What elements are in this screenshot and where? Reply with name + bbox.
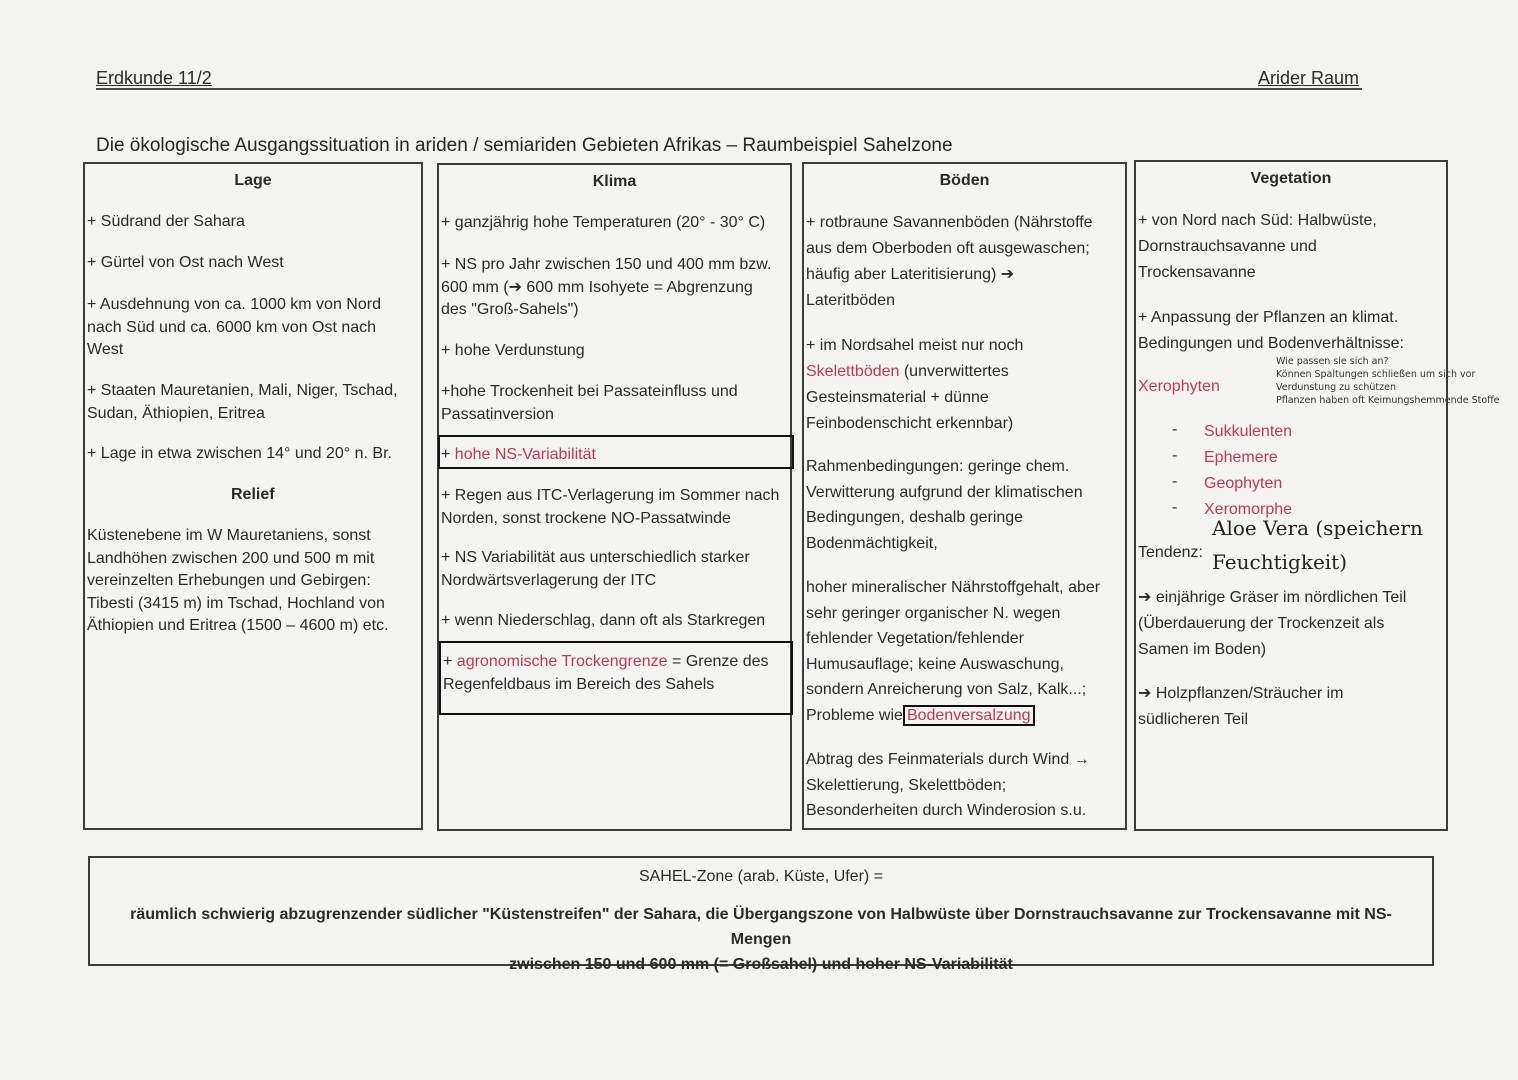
lage-item: + Staaten Mauretanien, Mali, Niger, Tschad, Sudan, Äthiopien, Eritrea bbox=[87, 382, 398, 422]
vegetation-xerophyten: Xerophyten bbox=[1138, 378, 1220, 395]
klima-item: + NS pro Jahr zwischen 150 und 400 mm bzw. 600 mm (➔ 600 mm Isohyete = Abgrenzung des "Groß-Sahels") bbox=[441, 256, 772, 318]
relief-text: Küstenebene im W Mauretaniens, sonst Landhöhen zwischen 200 und 500 m mit vereinzelten Erhebungen und Gebirgen: Tibesti (3415 m) im Tschad, Hochland von Äthiopien und Eritrea (1500 – 4600 m) etc. bbox=[87, 527, 389, 634]
vegetation-p3: ➔ einjährige Gräser im nördlichen Teil (Überdauerung der Trockenzeit als Samen im Boden) bbox=[1138, 589, 1407, 658]
page-title: Die ökologische Ausgangssituation in ariden / semiariden Gebieten Afrikas – Raumbeispiel Sahelzone bbox=[96, 135, 953, 156]
vegetation-types: Sukkulenten Ephemere Geophyten Xeromorphe bbox=[1204, 423, 1293, 518]
vegetation-handwriting-2: Feuchtigkeit) bbox=[1212, 550, 1348, 574]
column-heading-lage: Lage bbox=[234, 172, 272, 189]
boeden-p3: Rahmenbedingungen: geringe chem. Verwitterung aufgrund der klimatischen Bedingungen, deshalb geringe Bodenmächtigkeit, bbox=[806, 458, 1083, 552]
lage-item: + Gürtel von Ost nach West bbox=[87, 254, 284, 271]
klima-item: + ganzjährig hohe Temperaturen (20° - 30° C) bbox=[441, 214, 766, 231]
list-bullet: - bbox=[1172, 473, 1178, 490]
klima-item: +hohe Trockenheit bei Passateinfluss und Passatinversion bbox=[441, 383, 738, 423]
list-bullet: - bbox=[1172, 421, 1178, 438]
header-topic: Arider Raum bbox=[1258, 68, 1360, 88]
klima-item: + hohe Verdunstung bbox=[441, 342, 585, 359]
klima-agronomic: + agronomische Trockengrenze = Grenze des Regenfeldbaus im Bereich des Sahels bbox=[443, 653, 769, 693]
list-bullet: - bbox=[1172, 447, 1178, 464]
vegetation-p2: + Anpassung der Pflanzen an klimat. Bedingungen und Bodenverhältnisse: bbox=[1138, 309, 1404, 352]
klima-variability: + hohe NS-Variabilität bbox=[441, 446, 596, 463]
sahel-definition-box bbox=[88, 856, 1434, 973]
klima-item: + wenn Niederschlag, dann oft als Starkregen bbox=[441, 612, 766, 629]
column-heading-boeden: Böden bbox=[939, 172, 990, 189]
lage-item: + Ausdehnung von ca. 1000 km von Nord nach Süd und ca. 6000 km von Ost nach West bbox=[87, 296, 381, 358]
column-boeden bbox=[802, 162, 1127, 830]
header-divider bbox=[96, 88, 1362, 90]
column-klima bbox=[437, 163, 792, 831]
vegetation-handwriting-1: Aloe Vera (speichern bbox=[1212, 516, 1423, 540]
boeden-p2: + im Nordsahel meist nur noch Skelettböden (unverwittertes Gesteinsmaterial + dünne Feinbodenschicht erkennbar) bbox=[806, 337, 1024, 432]
sahel-title: SAHEL-Zone (arab. Küste, Ufer) = bbox=[638, 868, 884, 885]
relief-heading: Relief bbox=[231, 486, 275, 503]
sahel-definition: räumlich schwierig abzugrenzender südlicher "Küstenstreifen" der Sahara, die Übergangszone von Halbwüste über Dornstrauchsavanne zur Trockensavanne mit NS-Mengen zwischen 150 und 600 mm (= Großsahel) und hoher NS-Variabilität bbox=[130, 906, 1392, 973]
lage-item: + Südrand der Sahara bbox=[87, 213, 245, 230]
boeden-p1: + rotbraune Savannenböden (Nährstoffe aus dem Oberboden oft ausgewaschen; häufig aber Lateritisierung) ➔ Lateritböden bbox=[806, 214, 1093, 309]
vegetation-tendenz: Tendenz: bbox=[1138, 544, 1203, 561]
boeden-salinization-term: Bodenversalzung bbox=[903, 705, 1035, 726]
lage-item: + Lage in etwa zwischen 14° und 20° n. Br. bbox=[87, 445, 392, 462]
klima-item: + NS Variabilität aus unterschiedlich starker Nordwärtsverlagerung der ITC bbox=[441, 549, 750, 589]
vegetation-handwritten-notes: Wie passen sie sich an? Können Spaltungen schließen um sich vor Verdunstung zu schützen Pflanzen haben oft Keimungshemmende Stoffe bbox=[1276, 356, 1500, 406]
klima-item: + Regen aus ITC-Verlagerung im Sommer nach Norden, sonst trockene NO-Passatwinde bbox=[441, 487, 780, 527]
vegetation-p1: + von Nord nach Süd: Halbwüste, Dornstrauchsavanne und Trockensavanne bbox=[1138, 212, 1377, 281]
column-lage bbox=[83, 162, 423, 830]
boeden-p5: Abtrag des Feinmaterials durch Wind → Skelettierung, Skelettböden; Besonderheiten durch Winderosion s.u. bbox=[806, 751, 1090, 819]
boeden-p4: hoher mineralischer Nährstoffgehalt, aber sehr geringer organischer N. wegen fehlender Vegetation/fehlender Humusauflage; keine Auswaschung, sondern Anreicherung von Salz, Kalk...; Probleme wie Bodenversalzung bbox=[806, 579, 1101, 724]
list-bullet: - bbox=[1172, 499, 1178, 516]
column-vegetation bbox=[1134, 160, 1500, 831]
header-subject: Erdkunde 11/2 bbox=[96, 68, 212, 88]
column-heading-vegetation: Vegetation bbox=[1250, 170, 1332, 187]
column-heading-klima: Klima bbox=[592, 173, 637, 190]
vegetation-p4: ➔ Holzpflanzen/Sträucher im südlicheren Teil bbox=[1138, 685, 1344, 728]
